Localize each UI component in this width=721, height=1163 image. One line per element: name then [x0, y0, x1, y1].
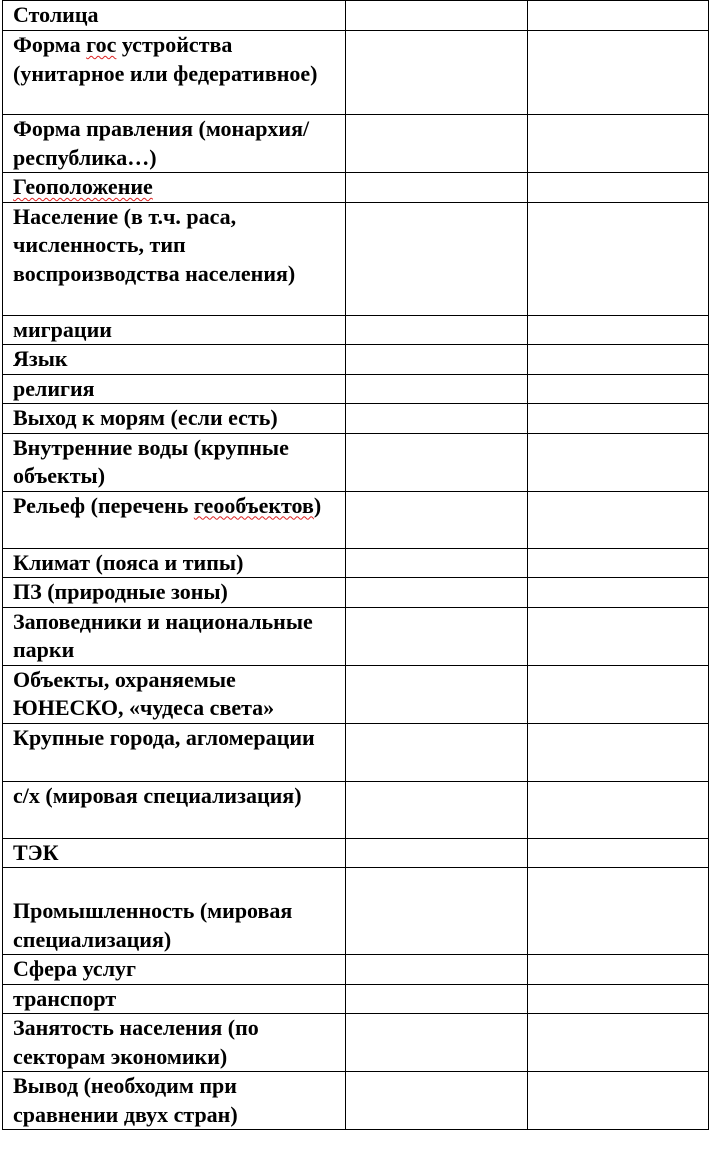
country-b-cell[interactable] — [528, 315, 709, 345]
country-a-cell[interactable] — [346, 723, 528, 781]
table-body — [3, 1, 709, 1130]
row-label-text: Рельеф (перечень — [13, 492, 194, 518]
row-label-text: устройства (унитарное или федеративное) — [13, 32, 318, 86]
country-a-cell[interactable] — [346, 1014, 528, 1072]
table-row — [3, 202, 709, 315]
country-b-cell[interactable] — [528, 173, 709, 203]
row-label-text: Занятость населения (по секторам экономики) — [13, 1015, 259, 1069]
country-b-cell[interactable] — [528, 374, 709, 404]
country-a-cell[interactable] — [346, 202, 528, 315]
spellcheck-flagged-word: геообъектов — [193, 492, 314, 518]
country-a-cell[interactable] — [346, 315, 528, 345]
row-label-cell — [3, 202, 346, 315]
country-a-cell[interactable] — [346, 1, 528, 31]
table-row — [3, 548, 709, 578]
row-label-cell — [3, 115, 346, 173]
country-b-cell[interactable] — [528, 548, 709, 578]
country-a-cell[interactable] — [346, 984, 528, 1014]
row-label-text: миграции — [13, 316, 112, 342]
row-label-cell — [3, 1, 346, 31]
country-b-cell[interactable] — [528, 345, 709, 375]
country-a-cell[interactable] — [346, 838, 528, 868]
row-label-text: ТЭК — [13, 839, 59, 865]
row-label-text: Заповедники и национальные парки — [13, 608, 313, 662]
row-label-text: Население (в т.ч. раса, численность, тип воспроизводства населения) — [13, 203, 296, 286]
table-row — [3, 345, 709, 375]
row-label-cell — [3, 1072, 346, 1130]
row-label-cell — [3, 548, 346, 578]
country-b-cell[interactable] — [528, 1, 709, 31]
country-a-cell[interactable] — [346, 665, 528, 723]
table-row — [3, 1, 709, 31]
row-label-cell — [3, 345, 346, 375]
country-a-cell[interactable] — [346, 173, 528, 203]
country-a-cell[interactable] — [346, 374, 528, 404]
table-row — [3, 173, 709, 203]
row-label-cell — [3, 433, 346, 491]
row-label-text: Форма — [13, 32, 87, 57]
row-label-text: ) — [313, 492, 322, 518]
country-b-cell[interactable] — [528, 607, 709, 665]
row-label-text: Выход к морям (если есть) — [13, 405, 278, 430]
row-label-text: религия — [13, 375, 95, 401]
country-b-cell[interactable] — [528, 1014, 709, 1072]
country-a-cell[interactable] — [346, 433, 528, 491]
row-label-text: Язык — [13, 346, 68, 371]
row-label-cell — [3, 607, 346, 665]
table-row — [3, 315, 709, 345]
row-label-text: Объекты, охраняемые ЮНЕСКО, «чудеса света» — [13, 666, 275, 720]
country-b-cell[interactable] — [528, 31, 709, 115]
table-row — [3, 868, 709, 955]
row-label-text: транспорт — [13, 985, 117, 1011]
table-row — [3, 115, 709, 173]
table-row — [3, 491, 709, 548]
country-a-cell[interactable] — [346, 404, 528, 434]
row-label-cell — [3, 578, 346, 608]
row-label-cell — [3, 173, 346, 203]
row-label-cell — [3, 31, 346, 115]
row-label-text: с/х (мировая специализация) — [13, 782, 302, 808]
table-row — [3, 955, 709, 985]
spellcheck-flagged-word: гос — [86, 32, 117, 57]
row-label-text: Форма правления (монархия/республика…) — [13, 116, 310, 170]
table-row — [3, 781, 709, 838]
table-row — [3, 578, 709, 608]
row-label-cell — [3, 781, 346, 838]
country-b-cell[interactable] — [528, 868, 709, 955]
row-label-text: Сфера услуг — [13, 956, 137, 981]
row-label-cell — [3, 315, 346, 345]
country-a-cell[interactable] — [346, 491, 528, 548]
country-b-cell[interactable] — [528, 781, 709, 838]
table-row — [3, 838, 709, 868]
country-a-cell[interactable] — [346, 955, 528, 985]
row-label-text: ПЗ (природные зоны) — [13, 579, 228, 604]
country-a-cell[interactable] — [346, 868, 528, 955]
row-label-text: Столица — [13, 2, 99, 27]
spellcheck-flagged-word: Геоположение — [13, 174, 153, 199]
country-a-cell[interactable] — [346, 115, 528, 173]
row-label-cell — [3, 984, 346, 1014]
country-a-cell[interactable] — [346, 607, 528, 665]
table-row — [3, 723, 709, 781]
row-label-cell — [3, 404, 346, 434]
country-a-cell[interactable] — [346, 781, 528, 838]
comparison-table — [2, 0, 709, 1130]
country-a-cell[interactable] — [346, 578, 528, 608]
table-row — [3, 984, 709, 1014]
table-row — [3, 433, 709, 491]
row-label-cell — [3, 1014, 346, 1072]
country-b-cell[interactable] — [528, 1072, 709, 1130]
table-row — [3, 1014, 709, 1072]
row-label-text: Промышленность (мировая специализация) — [13, 898, 293, 952]
country-a-cell[interactable] — [346, 1072, 528, 1130]
row-label-cell — [3, 868, 346, 955]
country-b-cell[interactable] — [528, 578, 709, 608]
country-b-cell[interactable] — [528, 115, 709, 173]
row-label-text: Климат (пояса и типы) — [13, 549, 244, 575]
table-row — [3, 374, 709, 404]
country-a-cell[interactable] — [346, 31, 528, 115]
country-b-cell[interactable] — [528, 984, 709, 1014]
country-b-cell[interactable] — [528, 433, 709, 491]
table-row — [3, 665, 709, 723]
table-row — [3, 31, 709, 115]
row-label-cell — [3, 665, 346, 723]
country-b-cell[interactable] — [528, 202, 709, 315]
table-row — [3, 404, 709, 434]
country-b-cell[interactable] — [528, 404, 709, 434]
row-label-text: Внутренние воды (крупные объекты) — [13, 434, 289, 488]
row-label-text: Вывод (необходим при сравнении двух стран) — [13, 1073, 238, 1127]
row-label-cell — [3, 955, 346, 985]
country-a-cell[interactable] — [346, 548, 528, 578]
table-row — [3, 1072, 709, 1130]
country-b-cell[interactable] — [528, 838, 709, 868]
country-a-cell[interactable] — [346, 345, 528, 375]
country-b-cell[interactable] — [528, 723, 709, 781]
row-label-cell — [3, 491, 346, 548]
row-label-text: Крупные города, агломерации — [13, 724, 315, 750]
row-label-cell — [3, 374, 346, 404]
country-b-cell[interactable] — [528, 955, 709, 985]
row-label-cell — [3, 723, 346, 781]
country-b-cell[interactable] — [528, 665, 709, 723]
table-row — [3, 607, 709, 665]
country-b-cell[interactable] — [528, 491, 709, 548]
row-label-cell — [3, 838, 346, 868]
